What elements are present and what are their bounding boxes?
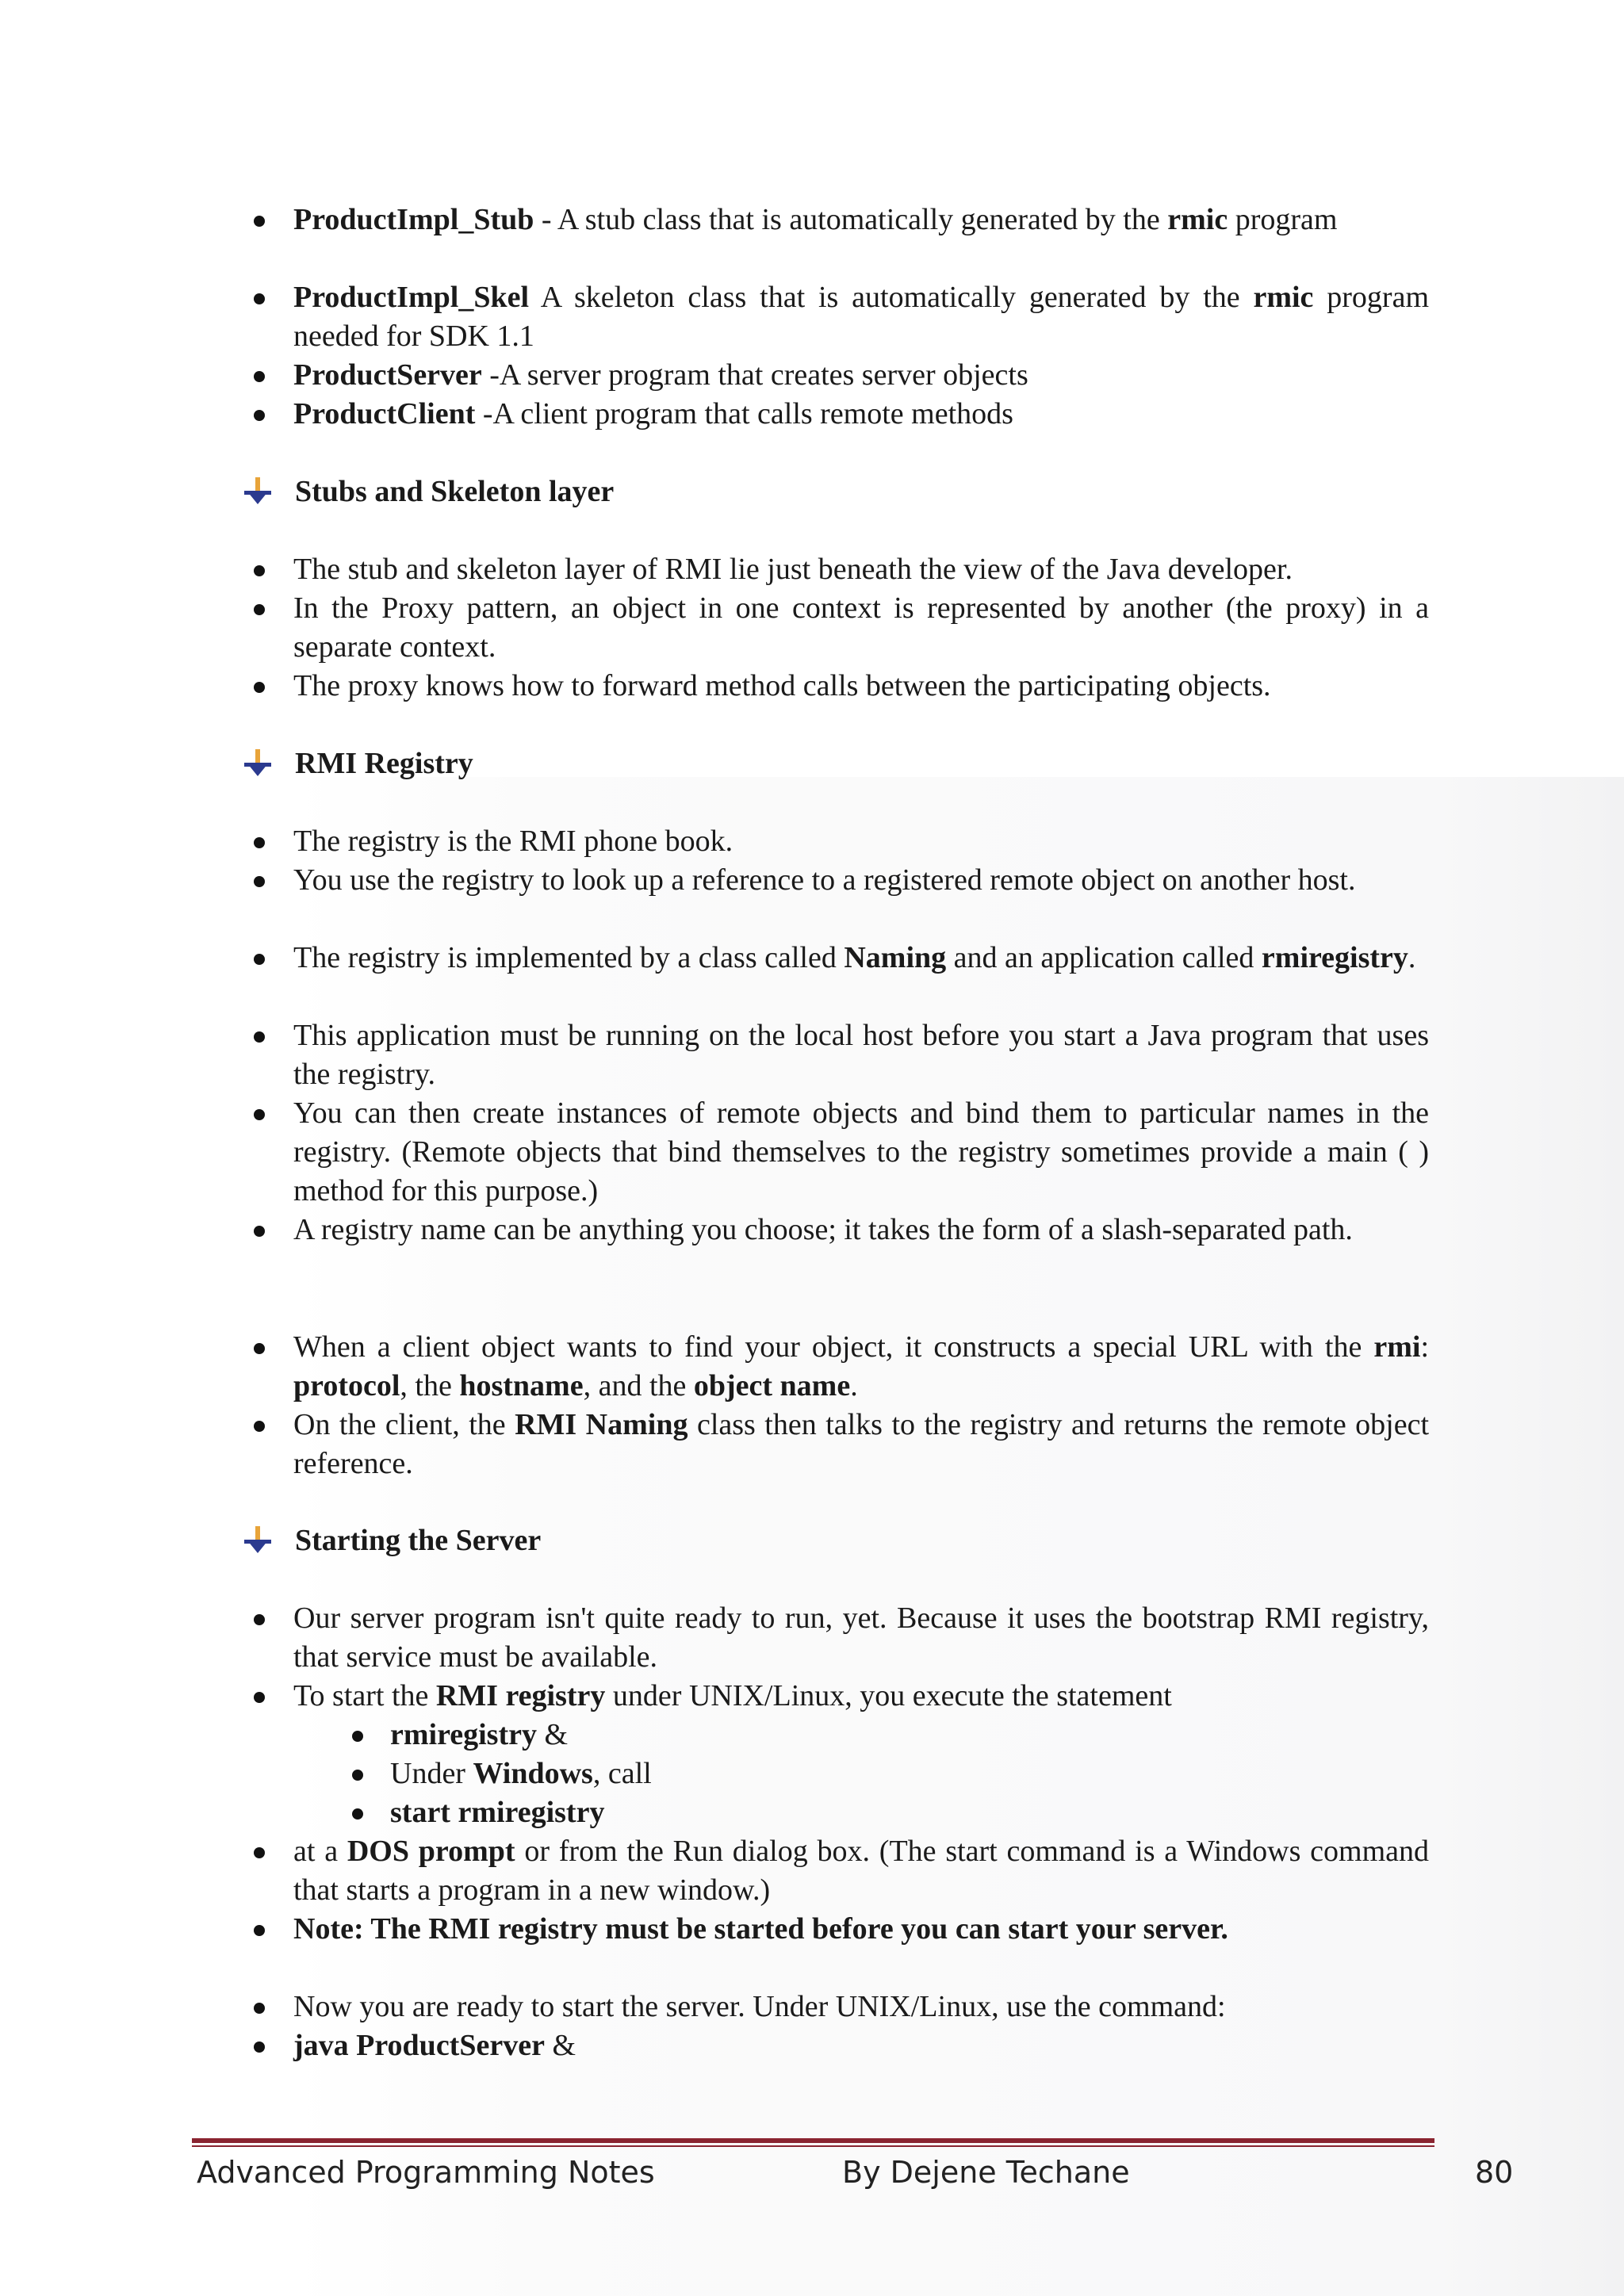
term: rmic <box>1167 203 1228 236</box>
item-text: When a client object wants to find your object, it constructs a special URL with the <box>293 1330 1374 1364</box>
bullet-icon <box>254 1847 265 1858</box>
item-text: , call <box>592 1757 652 1790</box>
bullet-icon <box>254 1614 265 1625</box>
item-text: , and the <box>583 1369 694 1402</box>
item-text: You can then create instances of remote objects and bind them to particular names in the registry. (Remote objects that bind themselves to the registry sometimes provide a main ( ) method for this purpose.) <box>293 1096 1429 1207</box>
list-item <box>293 1832 1429 1910</box>
page-shading-right <box>1435 777 1624 2296</box>
list-item <box>293 939 1429 978</box>
list-item <box>293 550 1429 589</box>
bullet-icon <box>254 604 265 615</box>
item-text: In the Proxy pattern, an object in one context is represented by another (the proxy) in a separate context. <box>293 591 1429 664</box>
item-text: Our server program isn't quite ready to run, yet. Because it uses the bootstrap RMI registry, that service must be available. <box>293 1601 1429 1674</box>
term: java ProductServer <box>293 2029 545 2062</box>
footer-rule-thin <box>192 2145 1434 2147</box>
list-item <box>293 1406 1429 1483</box>
sub-list-item <box>390 1755 652 1793</box>
item-text: & <box>537 1718 569 1751</box>
term: RMI Naming <box>515 1408 688 1441</box>
note-text: Note: The RMI registry must be started before you can start your server. <box>293 1912 1228 1946</box>
bullet-icon <box>352 1808 363 1820</box>
term: DOS prompt <box>347 1835 515 1868</box>
sub-list-item <box>390 1793 604 1832</box>
term: rmiregistry <box>390 1718 537 1751</box>
item-text: & <box>544 2029 576 2062</box>
bullet-icon <box>254 1031 265 1043</box>
footer-title: Advanced Programming Notes <box>197 2155 655 2190</box>
bullet-icon <box>254 293 265 304</box>
term: rmic <box>1253 281 1314 314</box>
footer-author: By Dejene Techane <box>842 2155 1130 2190</box>
list-item <box>293 1988 1429 2026</box>
bullet-icon <box>254 1692 265 1703</box>
bullet-icon <box>254 371 265 382</box>
bullet-icon <box>254 1421 265 1432</box>
bullet-icon <box>254 410 265 421</box>
term: RMI registry <box>435 1679 606 1712</box>
item-text: -A client program that calls remote methods <box>475 397 1013 430</box>
heading-text: Starting the Server <box>295 1524 542 1557</box>
term: protocol <box>293 1369 400 1402</box>
term: rmi <box>1373 1330 1421 1364</box>
item-text: Under <box>390 1757 473 1790</box>
item-text: A registry name can be anything you choose; it takes the form of a slash-separated path. <box>293 1213 1353 1246</box>
item-text: , the <box>400 1369 460 1402</box>
item-text: This application must be running on the local host before you start a Java program that uses the registry. <box>293 1019 1429 1091</box>
list-item <box>293 589 1429 667</box>
list-item <box>293 278 1429 356</box>
arrow-down-icon <box>244 477 271 506</box>
item-text: . <box>850 1369 858 1402</box>
bullet-icon <box>254 682 265 693</box>
item-text: program <box>1228 203 1338 236</box>
item-text: or from the Run dialog box. (The start command is a Windows command that starts a program in a new window.) <box>293 1835 1430 1907</box>
item-text: A skeleton class that is automatically generated by the <box>529 281 1254 314</box>
bullet-icon <box>254 837 265 848</box>
list-item <box>293 861 1429 900</box>
list-item <box>293 2026 1429 2065</box>
bullet-icon <box>254 954 265 965</box>
term: hostname <box>459 1369 584 1402</box>
term: ProductImpl_Skel <box>293 281 530 314</box>
bullet-icon <box>352 1731 363 1742</box>
term: start rmiregistry <box>390 1796 605 1829</box>
bullet-icon <box>254 1226 265 1237</box>
item-text: The stub and skeleton layer of RMI lie just beneath the view of the Java developer. <box>293 553 1293 586</box>
bullet-icon <box>254 876 265 887</box>
term: ProductImpl_Stub <box>293 203 534 236</box>
list-item <box>293 395 1429 434</box>
term: Windows <box>473 1757 593 1790</box>
list-item <box>293 1016 1429 1094</box>
item-text: : <box>1420 1330 1429 1364</box>
bullet-icon <box>254 565 265 576</box>
item-text: class then talks to the registry and returns the remote object reference. <box>293 1408 1430 1480</box>
item-text: under UNIX/Linux, you execute the statement <box>605 1679 1172 1712</box>
list-item <box>293 356 1429 395</box>
term: Naming <box>844 941 947 974</box>
item-text: program needed for SDK 1.1 <box>293 281 1429 353</box>
list-item <box>293 1094 1429 1211</box>
bullet-icon <box>254 1109 265 1120</box>
heading-text: RMI Registry <box>295 747 473 780</box>
list-item <box>293 1677 1429 1716</box>
item-text: - A stub class that is automatically generated by the <box>534 203 1168 236</box>
arrow-down-icon <box>244 749 271 778</box>
item-text: and an application called <box>946 941 1262 974</box>
item-text: The registry is the RMI phone book. <box>293 825 733 858</box>
term: ProductServer <box>293 358 482 392</box>
item-text: The proxy knows how to forward method calls between the participating objects. <box>293 669 1271 702</box>
list-item <box>293 1328 1429 1406</box>
item-text: Now you are ready to start the server. Under UNIX/Linux, use the command: <box>293 1990 1226 2023</box>
list-item <box>293 1211 1429 1249</box>
item-text: The registry is implemented by a class called <box>293 941 845 974</box>
page-number: 80 <box>1475 2155 1514 2190</box>
bullet-icon <box>254 216 265 227</box>
item-text: at a <box>293 1835 347 1868</box>
bullet-icon <box>254 2042 265 2053</box>
footer-rule <box>192 2138 1434 2143</box>
bullet-icon <box>254 2003 265 2014</box>
term: rmiregistry <box>1261 941 1408 974</box>
heading-text: Stubs and Skeleton layer <box>295 475 615 508</box>
list-item <box>293 201 1429 239</box>
arrow-down-icon <box>244 1526 271 1555</box>
item-text: On the client, the <box>293 1408 515 1441</box>
list-item <box>293 1599 1429 1677</box>
bullet-icon <box>352 1770 363 1781</box>
term: object name <box>693 1369 851 1402</box>
item-text: To start the <box>293 1679 436 1712</box>
list-item <box>293 1910 1429 1949</box>
bullet-icon <box>254 1343 265 1354</box>
list-item <box>293 667 1429 706</box>
list-item <box>293 822 1429 861</box>
sub-list-item <box>390 1716 568 1755</box>
term: ProductClient <box>293 397 476 430</box>
item-text: . <box>1408 941 1416 974</box>
item-text: -A server program that creates server objects <box>481 358 1028 392</box>
item-text: You use the registry to look up a reference to a registered remote object on another host. <box>293 863 1356 897</box>
bullet-icon <box>254 1925 265 1936</box>
